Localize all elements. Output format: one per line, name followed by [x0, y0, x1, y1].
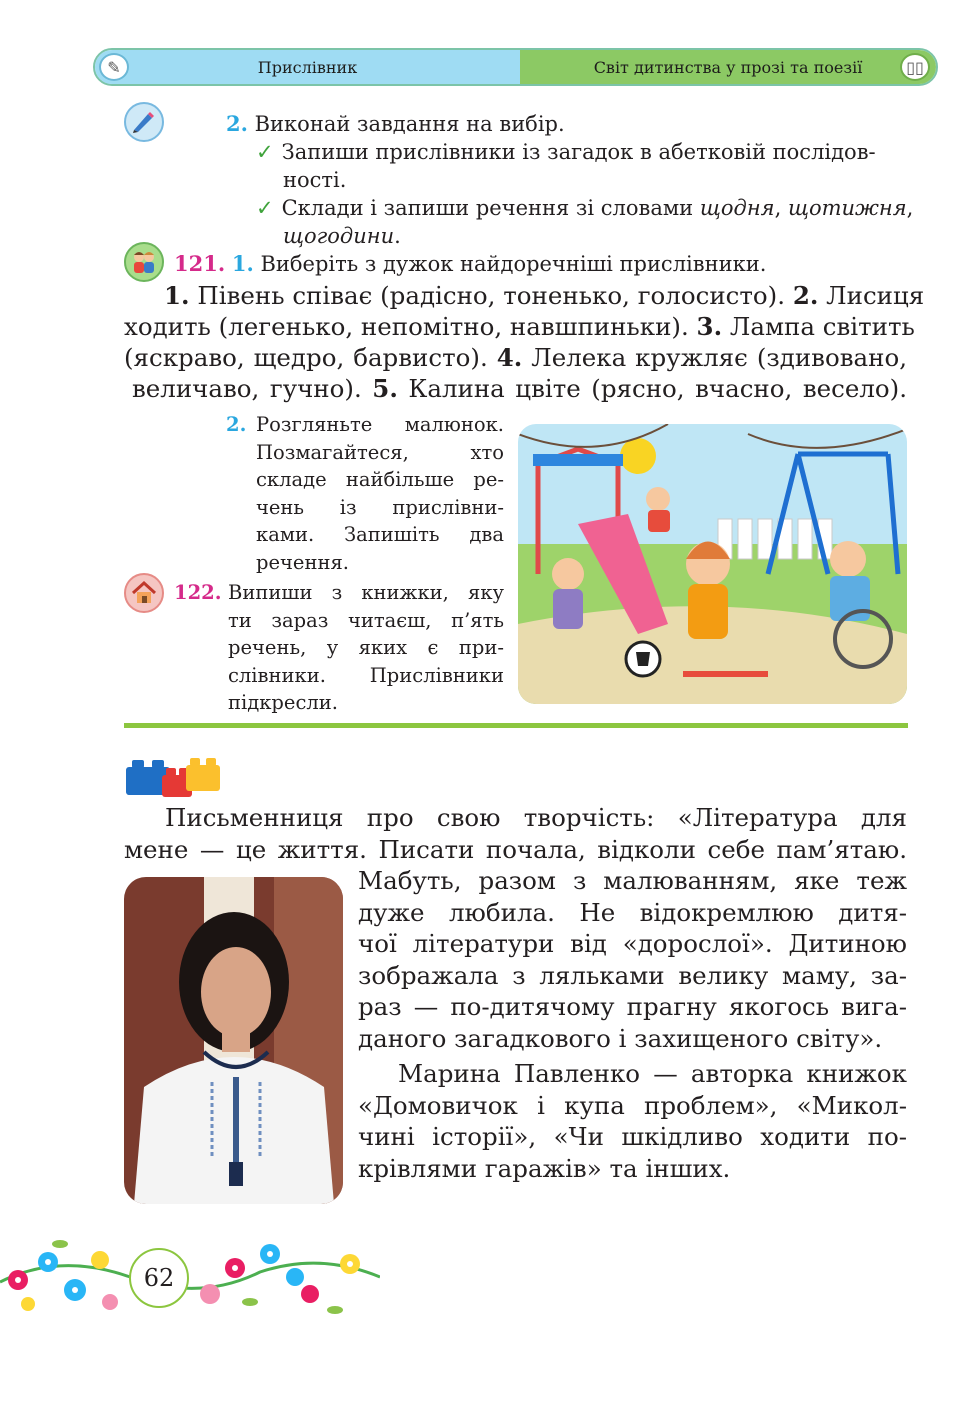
- sentence-text: Калина цвіте (рясно, вчасно, весело).: [397, 374, 907, 403]
- task2-option2-line1: [256, 194, 913, 222]
- header-right-title: Світ дитинства у прозі та поезії: [593, 57, 863, 77]
- ex122-number: 122.: [174, 581, 222, 604]
- sentence-text: Лелека кружляє (здивовано,: [522, 343, 907, 372]
- author-text-line: чині історії», «Чи шкідливо ходити по-: [358, 1122, 907, 1151]
- header-section-right: [520, 50, 936, 84]
- section-divider: [124, 723, 908, 728]
- sentence-number: 4.: [496, 343, 523, 372]
- word-shchodnia: щодня: [699, 196, 775, 220]
- ex121-instruction: Виберіть з дужок найдоречніші прислівники.: [260, 252, 767, 276]
- ex122-line: слівники. Прислівники: [228, 663, 504, 687]
- checkmark-icon: ✓: [256, 140, 274, 164]
- homework-house-icon: [124, 573, 164, 613]
- ex121-sub1-number: 1.: [231, 251, 254, 276]
- task2-intro: [226, 110, 565, 138]
- ex121-task2-line: речення.: [256, 550, 349, 574]
- checkmark-icon: ✓: [256, 196, 274, 220]
- ex121-task2-line: ками. Запишіть два: [256, 523, 504, 546]
- sentence-text: Лампа світить: [722, 312, 915, 341]
- book-icon: ▯▯: [900, 53, 930, 81]
- ex121-sentence-line2: [124, 311, 915, 342]
- page-number: 62: [129, 1248, 189, 1308]
- header-section-left: [95, 50, 520, 84]
- pencil-icon: ✎: [99, 53, 129, 81]
- sentence-number: 3.: [696, 312, 723, 341]
- word-shchohodyny: щогодини: [283, 224, 395, 248]
- ex121-sentence-line3: [124, 342, 907, 373]
- ex121-sentence-line1: [164, 280, 925, 311]
- task2-option1-line2: ності.: [283, 168, 347, 192]
- author-text-line: дуже любила. Не відокремлюю дитя-: [358, 897, 907, 927]
- separator: ,: [774, 196, 788, 220]
- pair-work-icon: [124, 242, 164, 282]
- author-text-line: зображала з ляльками велику маму, за-: [358, 960, 907, 990]
- building-blocks-icon: [124, 751, 224, 799]
- ex121-number: 121.: [174, 251, 226, 276]
- ex122-line: речень, у яких є при-: [228, 636, 504, 659]
- ex122-line: ти зараз читаєш, п’ять: [228, 608, 504, 632]
- separator: ,: [906, 196, 914, 220]
- author-text-line: раз — по-дитячому прагну якогось вига-: [358, 992, 907, 1021]
- sentence-text: (яскраво, щедро, барвисто).: [124, 343, 497, 372]
- author-text-line: чої літератури від «дорослої». Дитиною: [358, 929, 907, 958]
- page-header: [93, 48, 938, 86]
- ex122-line: Випиши з книжки, яку: [228, 581, 504, 604]
- sentence-text: величаво, гучно).: [132, 374, 373, 403]
- author-quote-line: мене — це життя. Писати почала, відколи себе пам’ятаю.: [124, 834, 907, 864]
- playground-illustration: [518, 424, 907, 704]
- sentence-number: 2.: [792, 281, 819, 310]
- author-text-line: Марина Павленко — авторка книжок: [398, 1059, 907, 1088]
- author-text-line: Мабуть, разом з малюванням, яке теж: [358, 866, 907, 895]
- sentence-number: 5.: [372, 374, 398, 403]
- author-text-line: даного загадкового і захищеного світу».: [358, 1023, 883, 1053]
- header-left-title: Прислівник: [257, 57, 358, 77]
- flower-garland-decoration: [0, 1232, 380, 1324]
- task2-option1-line1: [256, 138, 876, 166]
- task2-number: 2.: [226, 111, 248, 136]
- ex121-sentence-line4: [132, 373, 907, 404]
- sentence-number: 1.: [164, 281, 190, 310]
- task2-intro-text: Виконай завдання на вибір.: [254, 112, 565, 136]
- author-text-line: «Домовичок і купа проблем», «Микол-: [358, 1090, 907, 1120]
- author-text-line: крівлями гаражів» та інших.: [358, 1153, 731, 1183]
- ex121-task2-line: складе найбільше ре-: [256, 468, 504, 491]
- ex121-heading: [174, 250, 766, 278]
- author-quote-line: Письменниця про свою творчість: «Література для: [165, 803, 907, 832]
- task2-option1-text: Запиши прислівники із загадок в абетковій послідов-: [281, 140, 876, 164]
- task2-option2-text: Склади і запиши речення зі словами: [281, 196, 700, 220]
- sentence-text: Лисиця: [818, 281, 925, 310]
- period: .: [394, 224, 401, 248]
- ex121-task2-line: Розгляньте малюнок.: [256, 413, 504, 436]
- ex121-task2-line: чень із прислівни-: [256, 495, 504, 519]
- ex121-sub2-number: 2.: [226, 413, 247, 436]
- task2-option2-line2: [283, 222, 401, 250]
- sentence-text: ходить (легенько, непомітно, навшпиньки).: [124, 312, 697, 341]
- author-portrait: [124, 877, 343, 1204]
- writing-task-icon: [124, 102, 164, 142]
- sentence-text: Півень співає (радісно, тоненько, голосисто).: [189, 281, 793, 310]
- ex121-task2-line: Позмагайтеся, хто: [256, 440, 504, 464]
- ex122-line: підкресли.: [228, 691, 338, 714]
- word-shchotyzhnia: щотижня: [787, 196, 907, 220]
